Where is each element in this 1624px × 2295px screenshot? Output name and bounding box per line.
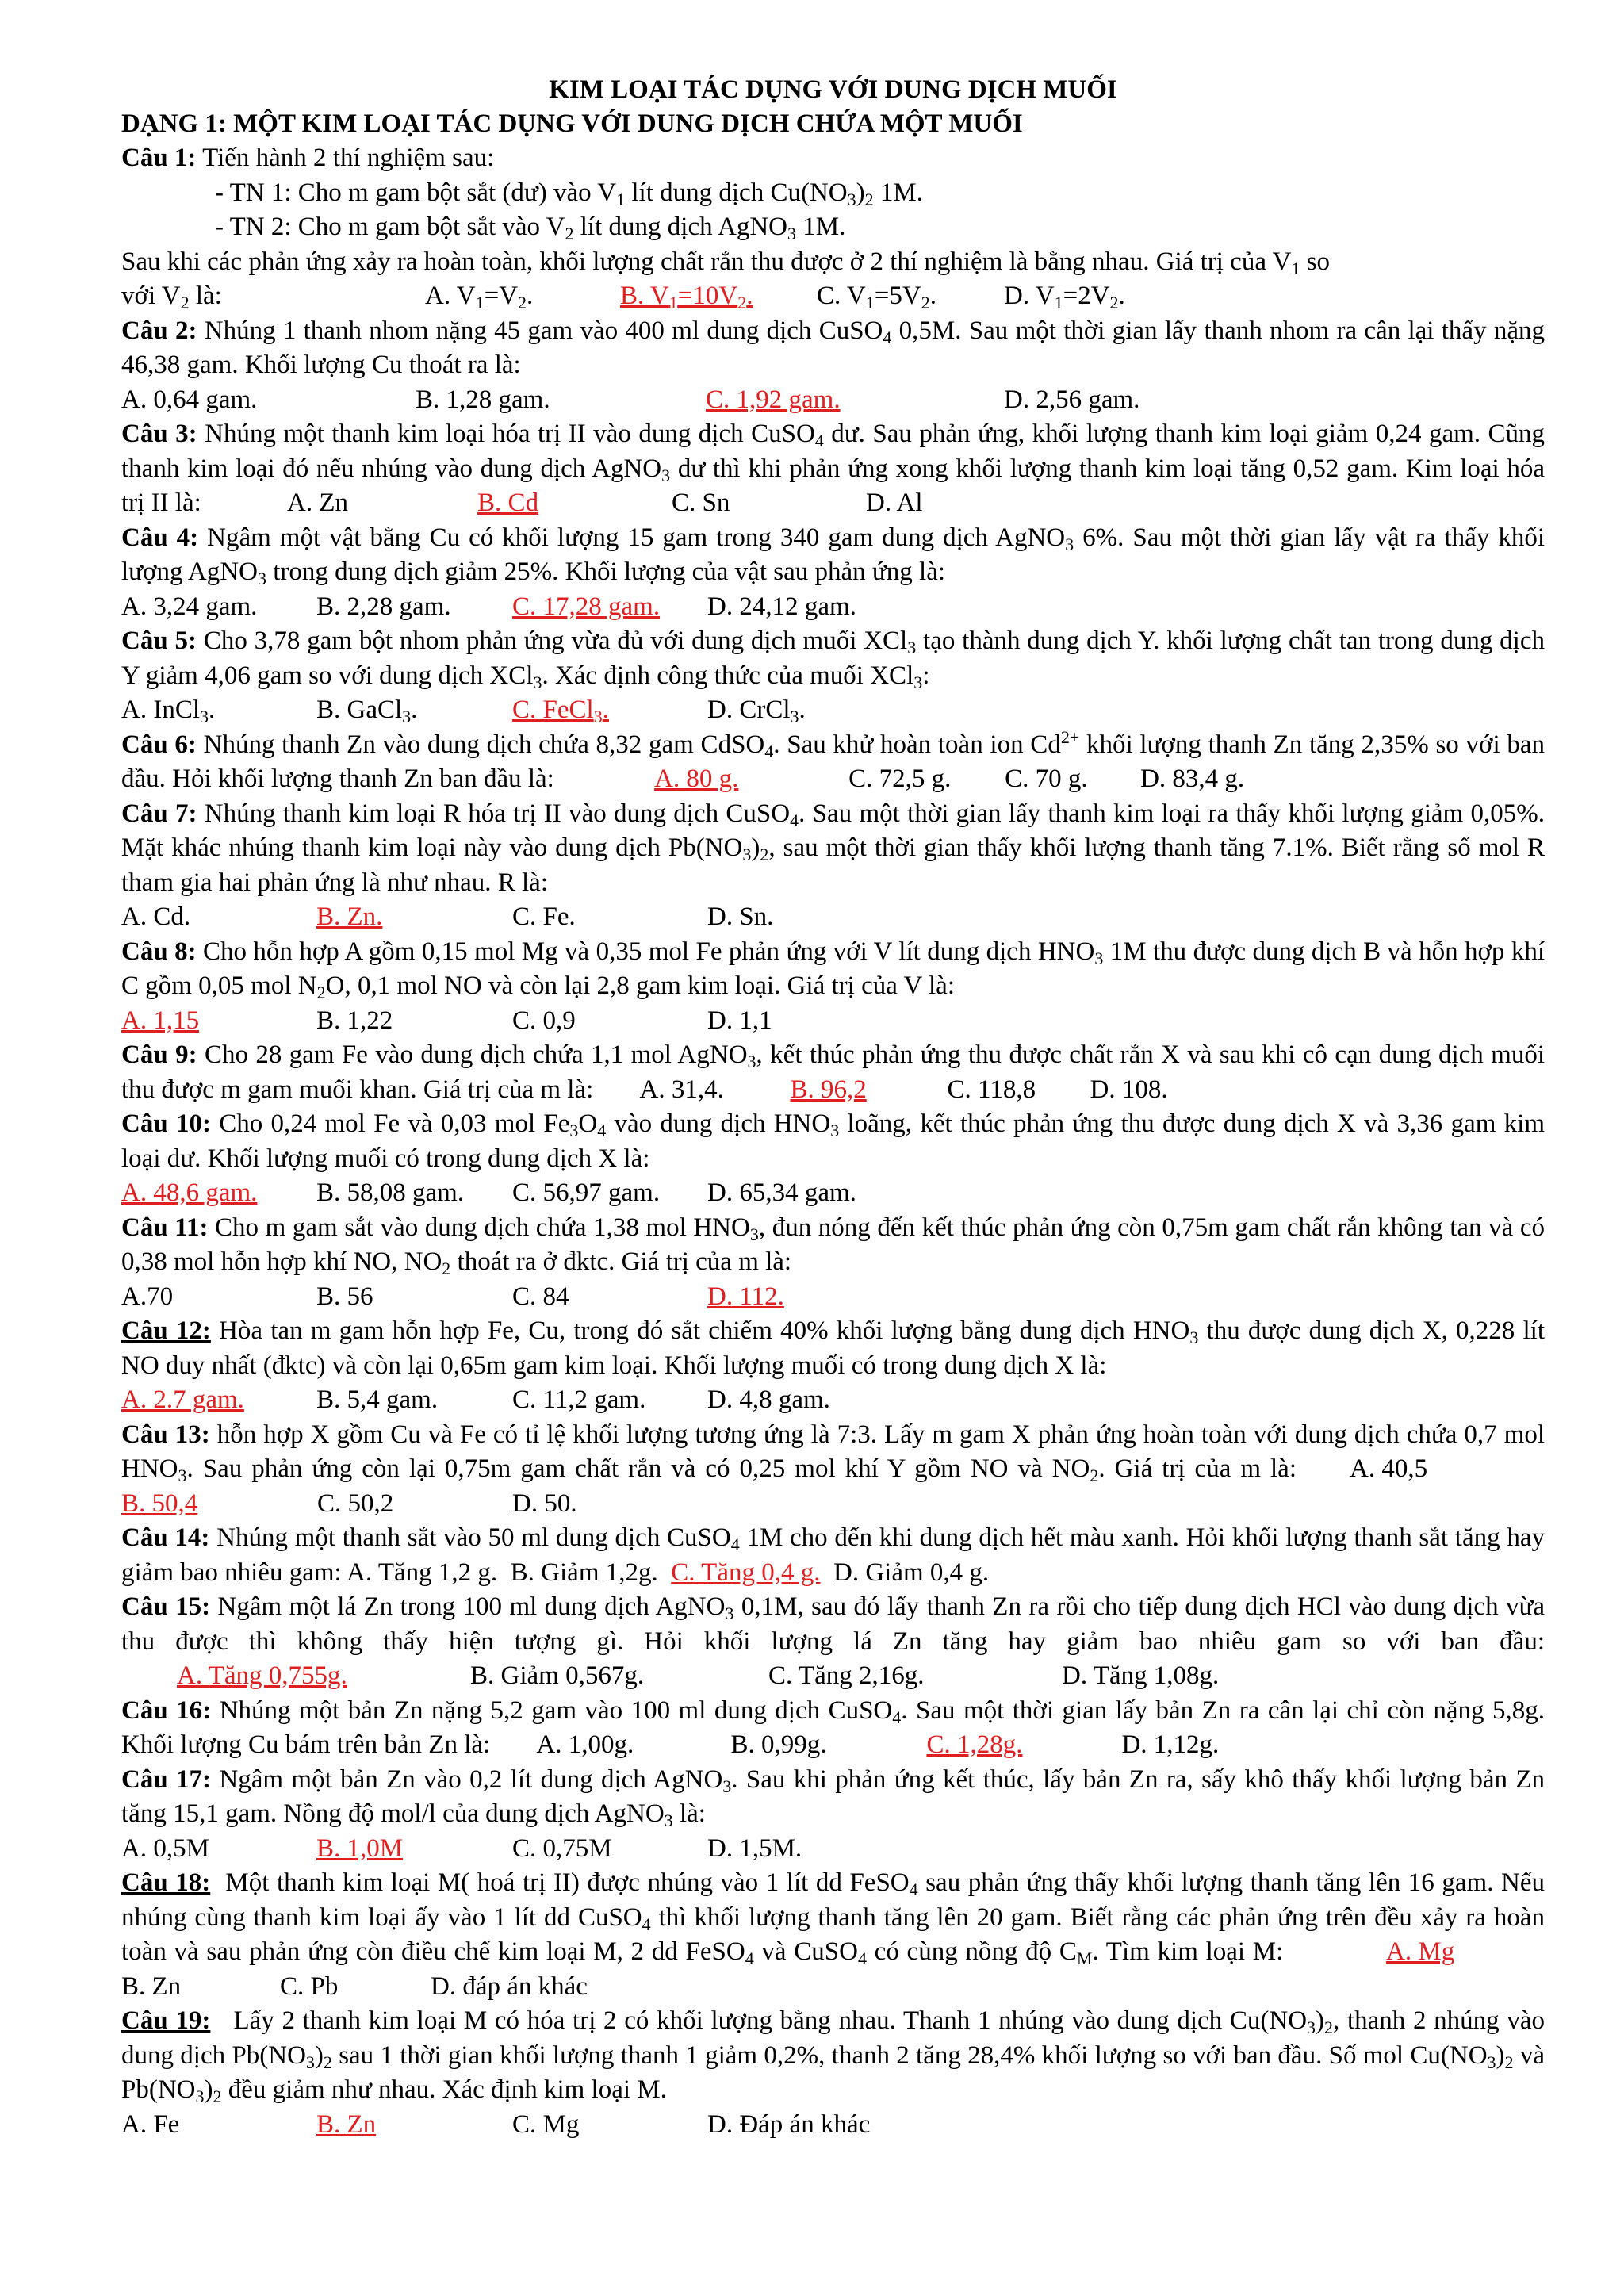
subscript: 1 — [1291, 258, 1300, 278]
question-9 — [121, 1038, 1545, 1107]
question-stem: hỗn hợp X gồm Cu và Fe có tỉ lệ khối lượng tương ứng là 7:3. Lấy m gam X phản ứng hoàn toàn với dung dịch chứa 0,7 mol $HNO_3$. Sau phản ứng còn lại 0,75m gam chất rắn và có 0,25 mol khí Y gồm NO và $NO_2$. Giá trị của m là: — [121, 1420, 1545, 1485]
question-label: Câu 9: — [121, 1040, 197, 1069]
option-b[interactable]: C. 72,5 g. — [848, 764, 952, 793]
option-d[interactable]: D. Tăng 1,08g. — [1062, 1661, 1220, 1690]
answer-row — [121, 693, 1545, 728]
subscript: 3 — [847, 189, 856, 209]
subscript: 4 — [790, 810, 799, 830]
subscript: 1 — [668, 293, 678, 312]
subscript: 2 — [921, 293, 930, 312]
subscript: 3 — [742, 845, 752, 864]
option-b[interactable]: B. 56 — [316, 1282, 373, 1311]
option-b[interactable]: B. 58,08 gam. — [316, 1178, 465, 1207]
option-d[interactable]: D. 2,56 gam. — [1004, 385, 1140, 414]
question-stem: Nhúng 1 thanh nhom nặng 45 gam vào 400 ml dung dịch CuSO$_4$ 0,5M. Sau một thời gian lấy thanh nhom ra cân lại thấy nặng 46,38 gam. Khối lượng Cu thoát ra là: — [121, 316, 1545, 379]
subscript: 3 — [178, 1466, 187, 1485]
answer-row — [121, 1383, 1545, 1418]
option-b-correct[interactable]: B. 96,2 — [790, 1075, 867, 1104]
answer-row — [121, 383, 1545, 418]
subscript: 2 — [442, 1259, 451, 1278]
subscript: 2 — [323, 2052, 332, 2072]
subscript: 1 — [1054, 293, 1063, 312]
option-c[interactable]: C. 0,9 — [512, 1006, 576, 1035]
option-d[interactable]: D. CrCl$_3$. — [707, 695, 806, 726]
option-d[interactable]: D. 24,12 gam. — [707, 592, 856, 621]
option-c[interactable]: C. 0,75M — [512, 1833, 612, 1863]
question-stem-end: với $V_2$ là: — [121, 282, 222, 312]
option-c-correct[interactable]: C. 17,28 gam. — [512, 592, 661, 621]
question-label: Câu 17: — [121, 1764, 212, 1794]
option-c-correct[interactable]: C. Tăng 0,4 g. — [671, 1557, 821, 1587]
option-b[interactable]: B. 2,28 gam. — [316, 592, 451, 621]
option-c[interactable]: C. $V_1=5V_2$. — [817, 282, 936, 312]
option-c[interactable]: C. 118,8 — [947, 1075, 1036, 1104]
question-label: Câu 10: — [121, 1109, 211, 1138]
subscript: 4 — [909, 1879, 918, 1899]
subscript: 4 — [730, 1534, 740, 1554]
option-a[interactable]: A. 40,5 — [1350, 1454, 1428, 1483]
option-a[interactable]: A. 1,00g. — [536, 1730, 634, 1759]
subscript: 3 — [664, 1810, 673, 1830]
option-d[interactable]: D. đáp án khác — [431, 1971, 588, 2001]
option-b-correct[interactable]: B. Cd — [477, 489, 539, 517]
option-c[interactable]: C. Mg — [512, 2109, 580, 2139]
option-a[interactable]: A. InCl$_3$. — [121, 695, 216, 726]
question-label: Câu 18: — [121, 1868, 211, 1897]
answer-row — [121, 900, 1545, 935]
subscript: 2 — [180, 293, 190, 312]
question-label: Câu 6: — [121, 730, 197, 759]
subscript: M — [1076, 1948, 1093, 1968]
question-label: Câu 3: — [121, 420, 197, 448]
subscript: 2 — [760, 845, 769, 864]
question-5 — [121, 624, 1545, 728]
subscript: 3 — [790, 707, 799, 726]
option-b-correct[interactable]: B. $V_1=10V_2$. — [620, 282, 753, 312]
subscript: 3 — [749, 1224, 759, 1244]
question-2 — [121, 314, 1545, 418]
subscript: 3 — [1065, 534, 1074, 554]
question-stem: Cho 0,24 mol Fe và 0,03 mol $Fe_3O_4$ vào dung dịch $HNO_3$ loãng, kết thúc phản ứng thu được dung dịch X và 3,36 gam kim loại dư. Khối lượng muối có trong dung dịch X là: — [121, 1109, 1545, 1173]
question-16 — [121, 1694, 1545, 1763]
option-d[interactable]: D. 1,1 — [707, 1006, 772, 1035]
question-stem: Nhúng một thanh sắt vào 50 ml dung dịch CuSO$_4$ 1M cho đến khi dung dịch hết màu xanh. Hỏi khối lượng thanh sắt tăng hay giảm bao nhiêu gam: — [121, 1523, 1545, 1587]
option-a[interactable]: A. 3,24 gam. — [121, 592, 258, 621]
option-d[interactable]: D. Sn. — [707, 902, 774, 931]
question-18 — [121, 1866, 1545, 2004]
question-label: Câu 5: — [121, 626, 197, 655]
question-label: Câu 4: — [121, 523, 199, 552]
option-c[interactable]: C. 84 — [512, 1282, 569, 1311]
option-b[interactable]: B. 1,28 gam. — [416, 385, 550, 414]
option-d[interactable]: D. Giảm 0,4 g. — [833, 1557, 990, 1587]
subscript: 3 — [257, 569, 266, 588]
option-d[interactable]: D. 108. — [1090, 1075, 1168, 1104]
experiment-2: - TN 2: Cho m gam bột sắt vào $V_2$ lít dung dịch AgNO$_3$ 1M. — [215, 213, 846, 243]
answer-row — [121, 1004, 1545, 1039]
option-c-correct[interactable]: C. 1,92 gam. — [706, 385, 841, 414]
question-12 — [121, 1314, 1545, 1418]
subscript: 2 — [316, 983, 326, 1002]
option-a[interactable]: A. Tăng 1,2 g. — [347, 1557, 498, 1587]
question-3 — [121, 417, 1545, 521]
subscript: 2 — [1090, 1466, 1099, 1485]
subscript: 1 — [865, 293, 875, 312]
question-label: Câu 14: — [121, 1523, 210, 1552]
page-title: KIM LOẠI TÁC DỤNG VỚI DUNG DỊCH MUỐI — [549, 75, 1117, 104]
option-b[interactable]: B. 1,22 — [316, 1006, 393, 1035]
subscript: 2 — [565, 224, 574, 243]
question-stem: Nhúng một bản Zn nặng 5,2 gam vào 100 ml dung dịch CuSO$_4$. Sau một thời gian lấy bản Zn ra cân lại chỉ còn nặng 5,8g. Khối lượng Cu bám trên bản Zn là: — [121, 1695, 1545, 1759]
option-a-correct[interactable]: A. Mg — [1386, 1937, 1455, 1966]
subscript: 2 — [213, 2086, 222, 2106]
question-label: Câu 7: — [121, 799, 197, 828]
option-b-correct[interactable]: B. Zn — [316, 2109, 377, 2139]
option-b[interactable]: B. Giảm 0,567g. — [470, 1661, 645, 1690]
subscript: 2 — [1324, 2017, 1334, 2037]
option-d[interactable]: D. 4,8 gam. — [707, 1385, 830, 1414]
option-d[interactable]: D. 65,34 gam. — [707, 1178, 856, 1207]
answer-row — [121, 279, 1545, 314]
answer-row — [561, 764, 1244, 793]
subscript: 4 — [597, 1121, 607, 1140]
option-c[interactable]: C. Fe. — [512, 902, 576, 931]
subscript: 4 — [857, 1948, 867, 1968]
question-label: Câu 2: — [121, 316, 197, 345]
subscript: 3 — [914, 672, 923, 692]
subscript: 4 — [814, 431, 824, 450]
subscript: 1 — [616, 189, 626, 209]
superscript: 2+ — [1060, 726, 1080, 747]
option-b[interactable]: B. Zn — [121, 1971, 182, 2001]
option-a-correct[interactable]: A. 80 g. — [654, 764, 739, 793]
answer-row — [121, 590, 1545, 625]
subscript: 3 — [830, 1121, 840, 1140]
question-stem: Cho 3,78 gam bột nhom phản ứng vừa đủ với dung dịch muối XCl$_3$ tạo thành dung dịch Y. khối lượng chất tan trong dung dịch Y giảm 4,06 gam so với dung dịch XCl$_3$. Xác định công thức của muối XCl$_3$: — [121, 626, 1545, 692]
option-c[interactable]: C. Pb — [280, 1971, 339, 2001]
subscript: 2 — [518, 293, 527, 312]
option-c[interactable]: C. 50,2 — [317, 1488, 394, 1518]
option-a[interactable]: A. 31,4. — [639, 1075, 724, 1104]
answer-row — [121, 1280, 1545, 1315]
subscript: 2 — [1504, 2052, 1514, 2072]
option-b-correct[interactable]: B. 1,0M — [316, 1833, 404, 1863]
question-19 — [121, 2004, 1545, 2142]
question-stem: Cho 28 gam Fe vào dung dịch chứa 1,1 mol AgNO$_3$, kết thúc phản ứng thu được chất rắn X và sau khi cô cạn dung dịch muối thu được m gam muối khan. Giá trị của m là: — [121, 1040, 1545, 1104]
question-14 — [121, 1521, 1545, 1590]
question-17 — [121, 1763, 1545, 1867]
answer-row — [600, 1075, 1168, 1104]
question-stem: Sau khi các phản ứng xảy ra hoàn toàn, khối lượng chất rắn thu được ở 2 thí nghiệm là bằng nhau. Giá trị của $V_1$ so — [121, 247, 1331, 278]
option-b-correct[interactable]: B. 50,4 — [121, 1488, 198, 1518]
subscript: 4 — [883, 327, 892, 347]
question-stem: Cho m gam sắt vào dung dịch chứa 1,38 mol $HNO_3$, đun nóng đến kết thúc phản ứng còn 0,75m gam chất rắn không tan và có 0,38 mol hỗn hợp khí NO, $NO_2$ thoát ra ở đktc. Giá trị của m là: — [121, 1213, 1545, 1278]
question-stem: Nhúng thanh Zn vào dung dịch chứa 8,32 gam CdSO$_4$. Sau khử hoàn toàn ion $Cd^{2+}$ khối lượng thanh Zn tăng 2,35% so với ban đầu. Hỏi khối lượng thanh Zn ban đầu là: — [121, 726, 1545, 793]
option-d[interactable]: D. Đáp án khác — [707, 2109, 871, 2139]
subscript: 4 — [745, 1948, 754, 1968]
option-d[interactable]: D. 1,12g. — [1121, 1730, 1220, 1759]
option-c-correct[interactable]: C. 1,28g. — [926, 1730, 1023, 1759]
question-15 — [121, 1590, 1545, 1694]
question-stem: Lấy 2 thanh kim loại M có hóa trị 2 có khối lượng bằng nhau. Thanh 1 nhúng vào dung dịch $Cu(NO_3)_2$, thanh 2 nhúng vào dung dịch $Pb(NO_3)_2$ sau 1 thời gian khối lượng thanh 1 giảm 0,2%, thanh 2 tăng 28,4% khối lượng so với ban đầu. Số mol $Cu(NO_3)_2$ và $Pb(NO_3)_2$ đều giảm như nhau. Xác định kim loại M. — [121, 2006, 1545, 2106]
subscript: 3 — [725, 1603, 734, 1623]
option-c[interactable]: C. 70 g. — [1005, 764, 1088, 793]
subscript: 3 — [593, 707, 603, 726]
question-label: Câu 12: — [121, 1316, 211, 1345]
answer-row — [121, 1832, 1545, 1867]
question-label: Câu 13: — [121, 1420, 210, 1449]
question-6 — [121, 728, 1545, 797]
answer-row — [121, 2108, 1545, 2143]
question-7 — [121, 797, 1545, 935]
answer-row — [496, 1730, 1219, 1759]
option-a[interactable]: A. Zn — [287, 489, 349, 517]
subscript: 4 — [764, 741, 774, 761]
subscript: 3 — [747, 1052, 756, 1071]
option-b[interactable]: B. Giảm 1,2g. — [510, 1557, 658, 1587]
subscript: 3 — [1189, 1328, 1199, 1347]
option-d[interactable]: D. Al — [866, 489, 923, 517]
subscript: 3 — [533, 672, 542, 692]
option-d[interactable]: D. 50. — [512, 1488, 577, 1518]
question-label: Câu 11: — [121, 1213, 209, 1242]
subscript: 2 — [864, 189, 874, 209]
option-b[interactable]: B. GaCl$_3$. — [316, 695, 418, 726]
question-13 — [121, 1418, 1545, 1522]
answer-row — [121, 1661, 1219, 1690]
subscript: 3 — [305, 2052, 315, 2072]
option-a-correct[interactable]: A. Tăng 0,755g. — [177, 1661, 347, 1690]
question-1 — [121, 141, 1545, 314]
option-a-correct[interactable]: A. 1,15 — [121, 1006, 200, 1035]
question-stem: Một thanh kim loại M( hoá trị II) được nhúng vào 1 lít dd FeSO$_4$ sau phản ứng thấy khối lượng thanh tăng lên 16 gam. Nếu nhúng cùng thanh kim loại ấy vào 1 lít dd CuSO$_4$ thì khối lượng thanh tăng lên 20 gam. Biết rằng các phản ứng trên đều xảy ra hoàn toàn và sau phản ứng còn điều chế kim loại M, 2 dd FeSO$_4$ và CuSO$_4$ có cùng nồng độ $C_M$. Tìm kim loại M: — [121, 1868, 1545, 1968]
answer-row — [347, 1558, 989, 1587]
question-4 — [121, 521, 1545, 625]
section-heading: DẠNG 1: MỘT KIM LOẠI TÁC DỤNG VỚI DUNG DỊCH CHỨA MỘT MUỐI — [121, 109, 1023, 138]
answer-row — [208, 489, 923, 517]
option-a[interactable]: A. Fe — [121, 2109, 180, 2139]
question-11 — [121, 1211, 1545, 1315]
option-b[interactable]: B. 0,99g. — [730, 1730, 827, 1759]
subscript: 3 — [1487, 2052, 1496, 2072]
subscript: 3 — [722, 1776, 732, 1796]
question-8 — [121, 935, 1545, 1039]
subscript: 1 — [475, 293, 485, 312]
option-a-correct[interactable]: A. 2.7 gam. — [121, 1385, 244, 1414]
option-a[interactable]: A. 0,64 gam. — [121, 385, 258, 414]
question-10 — [121, 1107, 1545, 1211]
option-c-correct[interactable]: C. FeCl$_3$. — [512, 695, 609, 726]
option-d-correct[interactable]: D. 112. — [707, 1282, 784, 1311]
question-stem: Cho hỗn hợp A gồm 0,15 mol Mg và 0,35 mol Fe phản ứng với V lít dung dịch $HNO_3$ 1M thu được dung dịch B và hỗn hợp khí C gồm 0,05 mol $N_2O$, 0,1 mol NO và còn lại 2,8 gam kim loại. Giá trị của V là: — [121, 937, 1545, 1002]
option-d[interactable]: D. 83,4 g. — [1140, 764, 1245, 793]
option-a[interactable]: A. $V_1=V_2$. — [425, 282, 534, 312]
subscript: 3 — [661, 465, 671, 485]
option-c[interactable]: C. Tăng 2,16g. — [768, 1661, 925, 1690]
subscript: 3 — [787, 224, 797, 243]
option-b-correct[interactable]: B. Zn. — [316, 902, 383, 931]
question-stem: Nhúng thanh kim loại R hóa trị II vào dung dịch CuSO$_4$. Sau một thời gian lấy thanh kim loại ra thấy khối lượng giảm 0,05%. Mặt khác nhúng thanh kim loại này vào dung dịch $Pb(NO_3)_2$, sau một thời gian thấy khối lượng thanh tăng 7.1%. Biết rằng số mol R tham gia hai phản ứng là như nhau. R là: — [121, 799, 1545, 897]
option-a-correct[interactable]: A. 48,6 gam. — [121, 1178, 258, 1207]
subscript: 4 — [892, 1707, 902, 1727]
answer-row — [121, 1176, 1545, 1211]
subscript: 4 — [642, 1914, 651, 1934]
question-label: Câu 16: — [121, 1695, 212, 1725]
option-c[interactable]: C. 56,97 gam. — [512, 1178, 661, 1207]
option-a[interactable]: A. Cd. — [121, 902, 191, 931]
option-a[interactable]: A.70 — [121, 1282, 174, 1311]
subscript: 3 — [1094, 948, 1104, 968]
question-stem: Ngâm một bản Zn vào 0,2 lít dung dịch AgNO$_3$. Sau khi phản ứng kết thúc, lấy bản Zn ra, sấy khô thấy khối lượng bản Zn tăng 15,1 gam. Nồng độ mol/l của dung dịch AgNO$_3$ là: — [121, 1764, 1545, 1830]
subscript: 3 — [907, 638, 917, 657]
experiment-1: - TN 1: Cho m gam bột sắt (dư) vào $V_1$ lít dung dịch $Cu(NO_3)_2$ 1M. — [215, 178, 923, 209]
question-label: Câu 1: — [121, 144, 197, 172]
option-b[interactable]: B. 5,4 gam. — [316, 1385, 439, 1414]
subscript: 3 — [1307, 2017, 1316, 2037]
question-label: Câu 19: — [121, 2006, 211, 2035]
option-a[interactable]: A. 0,5M — [121, 1833, 209, 1863]
subscript: 3 — [569, 1121, 579, 1140]
subscript: 3 — [402, 707, 412, 726]
subscript: 2 — [737, 293, 747, 312]
question-stem: Hòa tan m gam hỗn hợp Fe, Cu, trong đó sắt chiếm 40% khối lượng bằng dung dịch $HNO_3$ thu được dung dịch X, 0,228 lít NO duy nhất (đktc) và còn lại 0,65m gam kim loại. Khối lượng muối có trong dung dịch X là: — [121, 1316, 1545, 1380]
question-label: Câu 15: — [121, 1592, 211, 1621]
question-intro: Tiến hành 2 thí nghiệm sau: — [202, 144, 495, 172]
option-d[interactable]: D. 1,5M. — [707, 1833, 802, 1863]
subscript: 3 — [195, 2086, 205, 2106]
subscript: 2 — [1109, 293, 1119, 312]
question-stem: Ngâm một lá Zn trong 100 ml dung dịch AgNO$_3$ 0,1M, sau đó lấy thanh Zn ra rồi cho tiếp dung dịch HCl vào dung dịch vừa thu được thì không thấy hiện tượng gì. Hỏi khối lượng lá Zn tăng hay giảm bao nhiêu gam so với ban đầu: — [121, 1592, 1545, 1656]
question-label: Câu 8: — [121, 937, 197, 966]
question-stem: Ngâm một vật bằng Cu có khối lượng 15 gam trong 340 gam dung dịch AgNO$_3$ 6%. Sau một thời gian lấy vật ra thấy khối lượng AgNO$_3$ trong dung dịch giảm 25%. Khối lượng của vật sau phản ứng là: — [121, 523, 1545, 588]
option-d[interactable]: D. $V_1=2V_2$. — [1004, 282, 1125, 312]
subscript: 3 — [200, 707, 209, 726]
option-c[interactable]: C. 11,2 gam. — [512, 1385, 646, 1414]
question-stem: Nhúng một thanh kim loại hóa trị II vào dung dịch CuSO$_4$ dư. Sau phản ứng, khối lượng thanh kim loại giảm 0,24 gam. Cũng thanh kim loại đó nếu nhúng vào dung dịch AgNO$_3$ dư thì khi phản ứng xong khối lượng thanh kim loại tăng 0,52 gam. Kim loại hóa trị II là: — [121, 420, 1545, 517]
option-c[interactable]: C. Sn — [672, 489, 730, 517]
